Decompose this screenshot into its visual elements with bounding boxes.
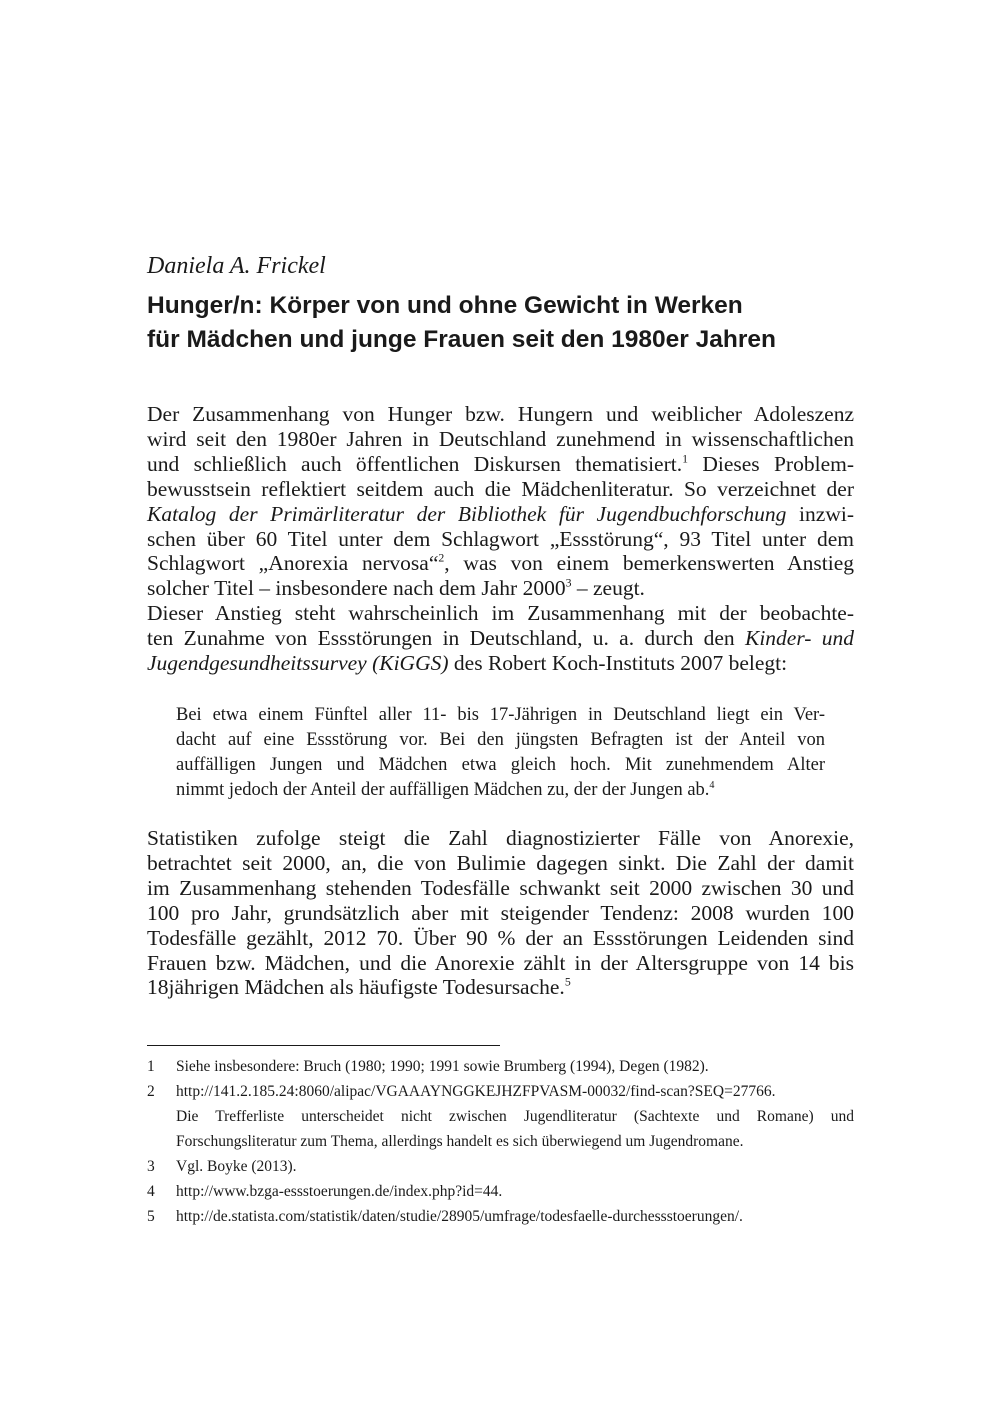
footnote-link[interactable]: http://www.bzga-essstoerungen.de/index.php?id=44. — [176, 1183, 503, 1200]
title-line-1: Hunger/n: Körper von und ohne Gewicht in Werken — [147, 292, 743, 319]
footnote-5 — [147, 1204, 854, 1229]
footnote-divider — [147, 1045, 500, 1046]
footnote-ref-4: 4 — [709, 779, 715, 791]
catalog-title: Katalog der Primärliteratur der Bibliothek für Jugendbuchforschung — [147, 501, 787, 526]
footnote-ref-2: 2 — [438, 551, 445, 566]
footnote-number: 4 — [147, 1183, 155, 1200]
text-line: Schlagwort „Anorexia nervosa“$^2$, was von einem bemerkenswerten Anstieg — [147, 551, 854, 576]
footnote-text: Siehe insbesondere: Bruch (1980; 1990; 1991 sowie Brumberg (1994), Degen (1982). — [176, 1058, 709, 1075]
paragraph-statistics — [147, 826, 854, 1000]
footnote-text: Die Trefferliste unterscheidet nicht zwischen Jugendliteratur (Sachtexte und Romane) und — [176, 1108, 854, 1125]
text-line: ten Zunahme von Essstörungen in Deutschland, u. a. durch den Kinder- und — [147, 625, 854, 650]
quote-line: auffälligen Jungen und Mädchen etwa gleich hoch. Mit zunehmendem Alter — [176, 755, 825, 775]
footnote-number: 1 — [147, 1058, 155, 1075]
text-line: betrachtet seit 2000, an, die von Bulimie dagegen sinkt. Die Zahl der damit — [147, 850, 854, 875]
block-quote — [176, 703, 825, 803]
footnote-link[interactable]: http://141.2.185.24:8060/alipac/VGAAAYNGGKEJHZFPVASM-00032/find-scan?SEQ=27766. — [176, 1083, 776, 1100]
footnote-1 — [147, 1054, 854, 1079]
text-line: bewusstsein reflektiert seitdem auch die Mädchenliteratur. So verzeichnet der — [147, 476, 854, 501]
footnote-text: Forschungsliteratur zum Thema, allerdings handelt es sich überwiegend um Jugendromane. — [176, 1133, 744, 1150]
quote-line: nimmt jedoch der Anteil der auffälligen Mädchen zu, der der Jungen ab.$^4$ — [176, 779, 715, 800]
paragraph-kiggs — [147, 601, 854, 676]
text-line: Dieser Anstieg steht wahrscheinlich im Zusammenhang mit der beobachte- — [147, 601, 854, 625]
footnote-text: Vgl. Boyke (2013). — [176, 1158, 297, 1175]
footnote-ref-5: 5 — [564, 975, 571, 990]
text-line: Frauen bzw. Mädchen, und die Anorexie zählt in der Altersgruppe von 14 bis — [147, 950, 854, 975]
footnote-number: 2 — [147, 1083, 155, 1100]
text-line: Jugendgesundheitssurvey (KiGGS) des Robert Koch-Instituts 2007 belegt: — [147, 650, 788, 675]
text-line: wird seit den 1980er Jahren in Deutschland zunehmend in wissenschaftlichen — [147, 426, 854, 451]
footnote-2 — [147, 1079, 854, 1154]
text-line: Statistiken zufolge steigt die Zahl diagnostizierter Fälle von Anorexie, — [147, 826, 854, 850]
footnote-4 — [147, 1179, 854, 1204]
text-line: Katalog der Primärliteratur der Bibliothek für Jugendbuchforschung inzwi- — [147, 501, 854, 526]
text-line: 100 pro Jahr, grundsätzlich aber mit steigender Tendenz: 2008 wurden 100 — [147, 900, 854, 925]
page-title — [147, 289, 854, 357]
title-line-2: für Mädchen und junge Frauen seit den 1980er Jahren — [147, 326, 776, 353]
footnote-3 — [147, 1154, 854, 1179]
footnote-link[interactable]: http://de.statista.com/statistik/daten/studie/28905/umfrage/todesfaelle-durchessstoerungen/. — [176, 1208, 743, 1225]
text-line: solcher Titel – insbesondere nach dem Jahr 2000$^3$ – zeugt. — [147, 576, 645, 601]
paragraph-intro — [147, 402, 854, 601]
footnote-number: 3 — [147, 1158, 155, 1175]
text-line: Todesfälle gezählt, 2012 70. Über 90 % der an Essstörungen Leidenden sind — [147, 925, 854, 950]
footnotes — [147, 1054, 854, 1229]
footnote-ref-3: 3 — [565, 576, 572, 591]
quote-line: dacht auf eine Essstörung vor. Bei den jüngsten Befragten ist der Anteil von — [176, 730, 825, 750]
text-line: schen über 60 Titel unter dem Schlagwort „Essstörung“, 93 Titel unter dem — [147, 526, 854, 551]
text-line: im Zusammenhang stehenden Todesfälle schwankt seit 2000 zwischen 30 und — [147, 875, 854, 900]
footnote-ref-1: 1 — [682, 451, 689, 466]
footnote-number: 5 — [147, 1208, 155, 1225]
text-line: 18jährigen Mädchen als häufigste Todesursache.$^5$ — [147, 975, 571, 1000]
text-line: Der Zusammenhang von Hunger bzw. Hungern und weiblicher Adoleszenz — [147, 402, 854, 426]
survey-title: Jugendgesundheitssurvey (KiGGS) — [147, 650, 449, 675]
author-name: Daniela A. Frickel — [147, 253, 326, 279]
quote-line: Bei etwa einem Fünftel aller 11- bis 17-Jährigen in Deutschland liegt ein Ver- — [176, 705, 825, 725]
text-line: und schließlich auch öffentlichen Diskursen thematisiert.$^1$ Dieses Problem- — [147, 451, 854, 476]
